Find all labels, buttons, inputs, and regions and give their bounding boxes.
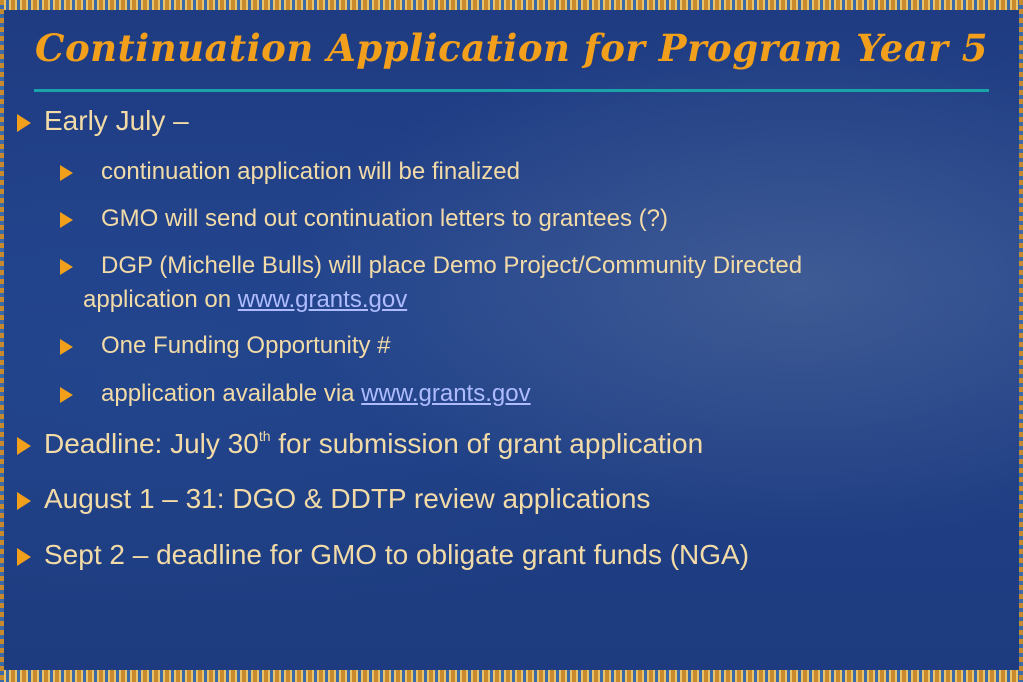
grants-gov-link-2[interactable]: www.grants.gov [361, 380, 531, 407]
arrow-bullet-icon [17, 492, 31, 510]
sub-bullet-gmo-letters [101, 205, 668, 233]
arrow-bullet-icon [60, 259, 73, 275]
sub-bullet-funding-opportunity [101, 332, 391, 360]
bullet-text: DGP (Michelle Bulls) will place Demo Project/Community Directed [101, 252, 803, 279]
bullet-text: application available via [101, 380, 362, 407]
bullet-text: Early July – [44, 105, 189, 136]
slide-title: Continuation Application for Program Year 5 [35, 26, 988, 70]
bullet-text: One Funding Opportunity # [101, 332, 391, 359]
bullet-text: August 1 – 31: DGO & DDTP review applications [44, 483, 651, 514]
bullet-sept-deadline [44, 539, 749, 571]
sub-bullet-dgp-line2 [83, 286, 407, 314]
sub-bullet-application-available [101, 380, 531, 408]
bullet-text: Sept 2 – deadline for GMO to obligate grant funds (NGA) [44, 539, 750, 570]
grants-gov-link[interactable]: www.grants.gov [237, 286, 408, 313]
arrow-bullet-icon [60, 212, 73, 228]
bullet-text: for submission of grant application [270, 428, 704, 459]
arrow-bullet-icon [60, 387, 73, 403]
bullet-text: GMO will send out continuation letters to grantees (?) [101, 205, 668, 232]
arrow-bullet-icon [60, 339, 73, 355]
arrow-bullet-icon [17, 114, 31, 132]
bullet-deadline [44, 428, 703, 460]
bullet-text: continuation application will be finalized [101, 158, 520, 185]
arrow-bullet-icon [17, 437, 31, 455]
bullet-text: application on [83, 286, 238, 313]
superscript-th: th [258, 427, 271, 444]
bullet-text: Deadline: July 30 [44, 428, 259, 459]
bullet-early-july [44, 105, 189, 137]
sub-bullet-dgp-line1 [101, 252, 802, 280]
arrow-bullet-icon [17, 548, 31, 566]
sub-bullet-finalized [101, 158, 520, 186]
arrow-bullet-icon [60, 165, 73, 181]
bullet-august-review [44, 483, 650, 515]
